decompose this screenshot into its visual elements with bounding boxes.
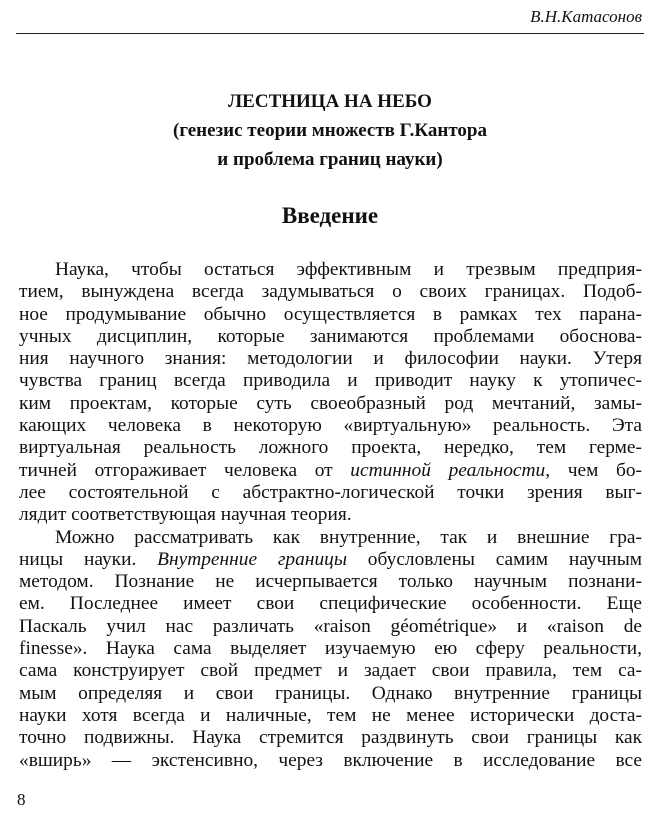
paragraph-line: ное продумывание обычно осуществляется в рамках тех парана- [19,303,642,325]
paragraph-line: ния научного знания: методологии и философии науки. Утеря [19,348,642,370]
section-heading: Введение [281,203,379,228]
paragraph-2 [19,527,642,772]
page-number: 8 [17,790,26,809]
paragraph-line: лядит соответствующая научная теория. [19,504,352,526]
line-text: обусловлены самим научным [346,548,642,570]
paragraph-line [19,549,642,571]
paragraph-line: Паскаль учил нас различать «raison géométrique» и «raison de [19,615,642,637]
paragraph-line: сама конструирует свой предмет и задает свои правила, тем са- [19,660,642,682]
paragraph-line: finesse». Наука сама выделяет изучаемую ею сферу реальности, [19,638,642,660]
paragraph-line: Наука, чтобы остаться эффективным и трезвым предприя- [55,259,642,280]
paragraph-line: лее состоятельной с абстрактно-логической точки зрения выг- [19,481,642,503]
header-rule [16,33,644,34]
paragraph-line: чувства границ всегда приводила и приводит науку к утопичес- [19,370,642,392]
body-text [19,259,642,772]
paragraph-line: виртуальная реальность ложного проекта, нередко, тем герме- [19,437,642,459]
paragraph-line: мым определяя и свои границы. Однако внутренние границы [19,682,642,704]
article-subtitle-line-1: (генезис теории множеств Г.Кантора [173,120,487,141]
paragraph-line: ким проектам, которые суть своеобразный род мечтаний, замы- [19,392,642,414]
article-title-block [0,87,660,174]
paragraph-line: Можно рассматривать как внутренние, так и внешние гра- [55,526,642,548]
paragraph-line: учных дисциплин, которые занимаются проблемами обоснова- [19,325,642,347]
emphasized-text: Внутренние границы [157,548,347,570]
running-head: В.Н.Катасонов [530,7,642,26]
paragraph-line: методом. Познание не исчерпывается только научным познани- [19,571,642,593]
paragraph-line: кающих человека в некоторую «виртуальную» реальность. Эта [19,415,642,437]
emphasized-text: истинной реальности [350,459,546,481]
line-text: тичней отгораживает человека от [19,459,351,481]
line-text: ницы науки. [19,548,158,570]
paragraph-1 [19,259,642,527]
paragraph-line: тием, вынуждена всегда задумываться о своих границах. Подоб- [19,281,642,303]
paragraph-line [19,460,642,482]
line-text: , чем бо- [545,459,642,481]
paragraph-line: науки хотя всегда и наличные, тем не менее исторически доста- [19,704,642,726]
paragraph-line: ем. Последнее имеет свои специфические особенности. Еще [19,593,642,615]
paragraph-line: «вширь» — экстенсивно, через включение в исследование все [19,749,642,771]
paragraph-line: точно подвижны. Наука стремится раздвинуть свои границы как [19,727,642,749]
article-subtitle-line-2: и проблема границ науки) [217,149,443,170]
article-title: ЛЕСТНИЦА НА НЕБО [228,91,432,112]
